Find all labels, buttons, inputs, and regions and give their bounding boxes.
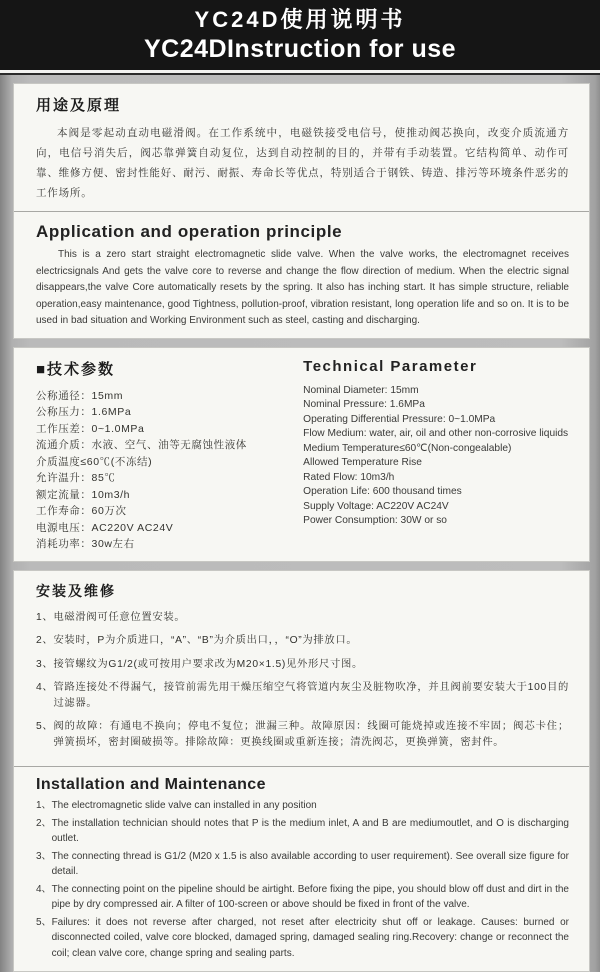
- list-item-number: 1、: [36, 610, 53, 626]
- list-item-number: 4、: [36, 680, 53, 711]
- list-item: [36, 719, 569, 750]
- tech-item-en: Operating Differential Pressure: 0~1.0MPa: [303, 413, 569, 428]
- list-item-number: 2、: [36, 633, 53, 649]
- purpose-body-zh: 本阀是零起动直动电磁滑阀。在工作系统中，电磁铁接受电信号，使推动阀芯换向，改变介质流通方向，电信号消失后，阀芯靠弹簧自动复位，达到自动控制的目的，并带有手动装置。它结构简单、动作可靠、维修方便、密封性能好、耐污、耐振、寿命长等优点，特别适合于钢铁、铸造、排污等环境条件恶劣的工作场所。: [36, 123, 569, 203]
- tech-parameters-section: [14, 348, 589, 561]
- section-install-panel: [13, 570, 590, 972]
- tech-column-zh: [36, 356, 303, 553]
- purpose-zh-section: [14, 84, 589, 211]
- tech-item-zh: 公称压力：1.6MPa: [36, 404, 297, 421]
- install-heading-en: Installation and Maintenance: [36, 776, 569, 794]
- purpose-heading-zh: 用途及原理: [36, 94, 569, 115]
- list-item-text: The connecting thread is G1/2 (M20 x 1.5 is also available according to user requirement). See overall size figure for detail.: [52, 849, 569, 880]
- list-item-text: The electromagnetic slide valve can installed in any position: [52, 798, 569, 814]
- tech-item-en: Allowed Temperature Rise: [303, 456, 569, 471]
- tech-item-en: Nominal Diameter: 15mm: [303, 384, 569, 399]
- tech-heading-en: Technical Parameter: [303, 358, 569, 375]
- purpose-heading-en: Application and operation principle: [36, 222, 569, 242]
- list-item-number: 1、: [36, 798, 52, 814]
- list-item-text: Failures: it does not reverse after charged, not reset after electricity shut off or leakage. Causes: burned or disconnected coiled, valve core blocked, damaged spring, damaged sealing ring.Recovery: change or reconnect the coil; clean valve core, change spring and sealing parts.: [52, 915, 569, 962]
- tech-item-en: Flow Medium: water, air, oil and other non-corrosive liquids: [303, 427, 569, 442]
- tech-item-zh: 工作寿命：60万次: [36, 503, 297, 520]
- list-item-text: The connecting point on the pipeline should be airtight. Before fixing the pipe, you should blow off dust and dirt in the pipe by dry compressed air. A filter of 100-screen or above should be fixed in front of the valve.: [52, 882, 569, 913]
- list-item-text: 接管螺纹为G1/2(或可按用户要求改为M20×1.5)见外形尺寸图。: [53, 657, 569, 673]
- tech-item-en: Supply Voltage: AC220V AC24V: [303, 500, 569, 515]
- tech-item-en: Nominal Pressure: 1.6MPa: [303, 398, 569, 413]
- list-item: [36, 657, 569, 673]
- section-tech-panel: [13, 347, 590, 562]
- list-item-text: The installation technician should notes that P is the medium inlet, A and B are mediumoutlet, and O is discharging outlet.: [52, 816, 569, 847]
- list-item: [36, 798, 569, 814]
- list-item-text: 安装时，P为介质进口，“A”、“B”为介质出口，，“O”为排放口。: [53, 633, 569, 649]
- document-header: [0, 0, 600, 70]
- tech-item-zh: 介质温度≤60℃(不冻结): [36, 454, 297, 471]
- tech-item-zh: 电源电压：AC220V AC24V: [36, 520, 297, 537]
- list-item: [36, 816, 569, 847]
- list-item: [36, 882, 569, 913]
- tech-column-en: [303, 356, 569, 553]
- list-item-text: 管路连接处不得漏气，接管前需先用干燥压缩空气将管道内灰尘及脏物吹净，并且阀前要安装大于100目的过滤器。: [53, 680, 569, 711]
- purpose-en-section: [14, 212, 589, 338]
- tech-item-zh: 允许温升：85℃: [36, 470, 297, 487]
- install-list-en: [36, 798, 569, 961]
- list-item-text: 电磁滑阀可任意位置安装。: [53, 610, 569, 626]
- list-item-number: 3、: [36, 849, 52, 880]
- purpose-body-en: This is a zero start straight electromagnetic slide valve. When the valve works, the electromagnet receives electricsignals And gets the valve core to reverse and change the flow direction of medium. When the electric signal disappears,the valve Core automatically resets by the spring. It also has inching start. It has simple structure, reliable operation,easy maintenance, good Tightness, pollution-proof, vibration resistant, long operation life and so on. It is to be used in bad situation and Working Environment such as steel, casting and discharging.: [36, 247, 569, 330]
- list-item-number: 5、: [36, 915, 52, 962]
- tech-item-en: Power Consumption: 30W or so: [303, 514, 569, 529]
- list-item: [36, 633, 569, 649]
- tech-item-zh: 额定流量：10m3/h: [36, 487, 297, 504]
- list-item-text: 阀的故障：有通电不换向；停电不复位；泄漏三种。故障原因：线圈可能烧掉或连接不牢固；阀芯卡住；弹簧损坏，密封圈破损等。排除故障：更换线圈或重新连接；清洗阀芯，更换弹簧，密封件。: [53, 719, 569, 750]
- install-heading-zh: 安装及维修: [36, 581, 569, 601]
- tech-item-en: Operation Life: 600 thousand times: [303, 485, 569, 500]
- page-title: YC24D使用说明书: [0, 6, 600, 34]
- tech-heading-zh: ■技术参数: [36, 358, 297, 379]
- install-list-zh: [36, 610, 569, 751]
- page-title-en: YC24DInstruction for use: [0, 34, 600, 64]
- header-separator: [0, 70, 600, 75]
- list-item: [36, 680, 569, 711]
- tech-item-en: Medium Temperature≤60℃(Non-congealable): [303, 442, 569, 457]
- install-zh-section: [14, 571, 589, 767]
- tech-item-zh: 消耗功率：30w左右: [36, 536, 297, 553]
- tech-item-en: Rated Flow: 10m3/h: [303, 471, 569, 486]
- section-purpose-panel: [13, 83, 590, 339]
- tech-item-zh: 公称通径：15mm: [36, 388, 297, 405]
- list-item-number: 5、: [36, 719, 53, 750]
- list-item-number: 2、: [36, 816, 52, 847]
- list-item: [36, 610, 569, 626]
- install-en-section: [14, 767, 589, 971]
- tech-item-zh: 流通介质：水液、空气、油等无腐蚀性液体: [36, 437, 297, 454]
- tech-item-zh: 工作压差：0~1.0MPa: [36, 421, 297, 438]
- list-item-number: 3、: [36, 657, 53, 673]
- list-item: [36, 849, 569, 880]
- list-item-number: 4、: [36, 882, 52, 913]
- list-item: [36, 915, 569, 962]
